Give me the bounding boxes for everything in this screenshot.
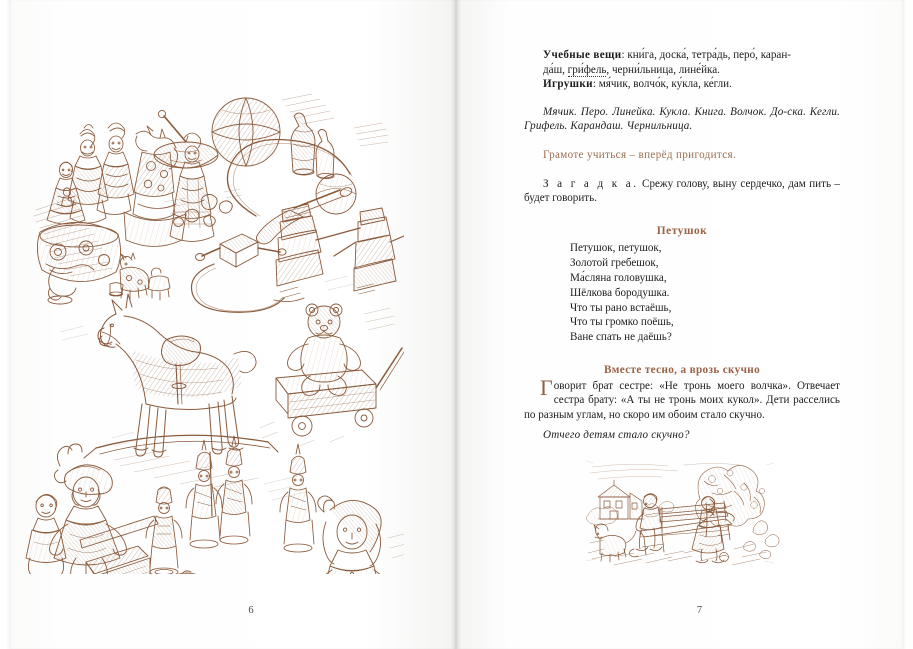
story-question: Отчего детям стало скучно? [543,429,690,442]
toys-illustration [24,92,404,574]
riddle-paragraph [524,177,840,206]
poem-line: Петушок, петушок, [570,242,662,255]
vocab-line-1: : кни́га, доска́, тетра́дь, перо́, каран- [621,49,791,61]
story-title: Вместе тесно, а врозь скучно [603,363,761,376]
story-block [524,363,840,443]
right-page [456,0,903,649]
poem-line: Ване спать не даёшь? [570,331,672,344]
right-page-textblock [524,48,840,569]
poem-line: Шёлкова бородушка. [570,286,670,299]
vocab-line-3: : мя́чик, волчо́к, ку́кла, ке́гли. [592,78,732,91]
vocab-line-2a: да́ш, [543,63,568,76]
poem-line: Что ты рано встаёшь, [570,301,672,314]
poem-line: Что ты громко поёшь, [570,316,674,329]
riddle-text: Срежу голову, выну сердечко, дам пить – будет говорить. [524,177,840,205]
riddle-label: З а г а д к а. [543,177,639,190]
vocab-lead-2: Игрушки [543,78,593,91]
right-page-edge [902,0,913,649]
vocab-lead-1: Учебные вещи [543,49,622,61]
left-page-edge [0,0,11,649]
vocab-dotted-word: гри́фель [567,63,607,76]
story-body [524,374,840,423]
vocabulary-paragraph-1 [524,48,840,63]
poem-block [524,224,840,345]
folio-left: 6 [248,605,254,616]
story-text: оворит брат сестре: «Не тронь моего волчка». Отвечает сестра брату: «А ты не тронь моих кукол». Дети расселись по разным углам, но скоро им обоим стало скучно. [524,379,840,421]
folio-right: 7 [696,605,703,616]
poem-line: Ма́сляна головушка, [570,271,667,284]
left-page [10,0,456,649]
vocabulary-paragraph-1-cont [524,63,840,78]
poem-title: Петушок [656,224,708,237]
poem-line: Золотой гребешок, [570,257,659,270]
vocab-line-2b: , черни́льница, лине́йка. [606,63,720,76]
proverb-line: Грамоте учиться – вперёд пригодится. [543,148,737,161]
poem-lines [524,241,840,345]
children-bench-illustration [584,457,780,569]
word-list-paragraph: Мячик. Перо. Линейка. Кукла. Книга. Волчок. До-ска. Кегли. Грифель. Карандаш. Чернильница. [524,105,840,133]
story-dropcap: Г [540,374,553,400]
vocabulary-paragraph-2 [524,77,840,92]
